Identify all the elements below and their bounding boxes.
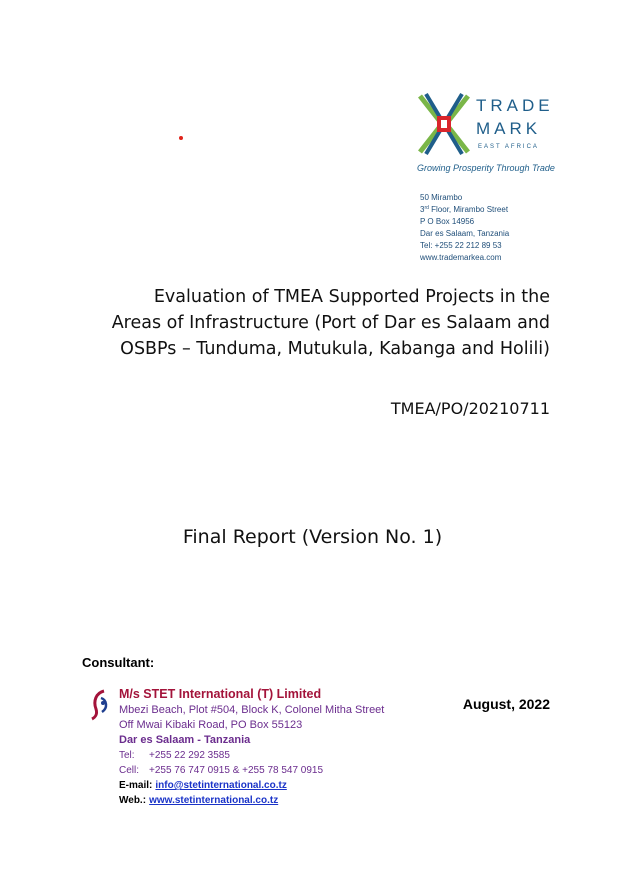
consultant-name: M/s STET International (T) Limited xyxy=(119,687,322,701)
report-title xyxy=(60,284,550,362)
address-website: www.trademarkea.com xyxy=(420,253,502,262)
consultant-web-row: Web.: www.stetinternational.co.tz xyxy=(119,795,279,806)
consultant-cell: Cell: +255 76 747 0915 & +255 78 547 0915 xyxy=(119,765,324,776)
red-mark xyxy=(179,136,183,140)
address-line: Dar es Salaam, Tanzania xyxy=(420,229,510,238)
title-line: Evaluation of TMEA Supported Projects in the xyxy=(153,287,550,307)
address-line: P O Box 14956 xyxy=(420,217,475,226)
consultant-email-link[interactable]: info@stetinternational.co.tz xyxy=(155,780,287,791)
logo-tagline: Growing Prosperity Through Trade xyxy=(417,163,555,173)
title-line: OSBPs – Tunduma, Mutukula, Kabanga and Holili) xyxy=(120,339,550,359)
consultant-details xyxy=(119,686,384,808)
reference-number: TMEA/PO/20210711 xyxy=(390,399,550,418)
consultant-label: Consultant: xyxy=(82,655,155,670)
address-line: 3rd Floor, Mirambo Street xyxy=(420,205,509,214)
consultant-address: Off Mwai Kibaki Road, PO Box 55123 xyxy=(119,719,303,731)
logo-east-africa: EAST AFRICA xyxy=(478,144,539,150)
trademark-logo xyxy=(416,92,566,176)
stet-logo-icon xyxy=(90,689,112,721)
consultant-address: Mbezi Beach, Plot #504, Block K, Colonel Mitha Street xyxy=(119,704,385,716)
consultant-city: Dar es Salaam - Tanzania xyxy=(119,734,251,746)
consultant-web-link[interactable]: www.stetinternational.co.tz xyxy=(149,795,279,806)
logo-word-trade: TRADE xyxy=(476,96,554,115)
address-line: 50 Mirambo xyxy=(420,193,463,202)
report-version: Final Report (Version No. 1) xyxy=(182,526,443,548)
address-phone: Tel: +255 22 212 89 53 xyxy=(420,241,502,250)
logo-word-mark: MARK xyxy=(476,119,542,138)
title-line: Areas of Infrastructure (Port of Dar es Salaam and xyxy=(111,313,550,333)
consultant-tel: Tel: +255 22 292 3585 xyxy=(119,750,230,761)
tmea-address xyxy=(420,192,509,264)
trademark-x-emblem xyxy=(416,92,472,156)
consultant-email-row: E-mail: info@stetinternational.co.tz xyxy=(119,780,287,791)
report-date: August, 2022 xyxy=(462,696,550,712)
